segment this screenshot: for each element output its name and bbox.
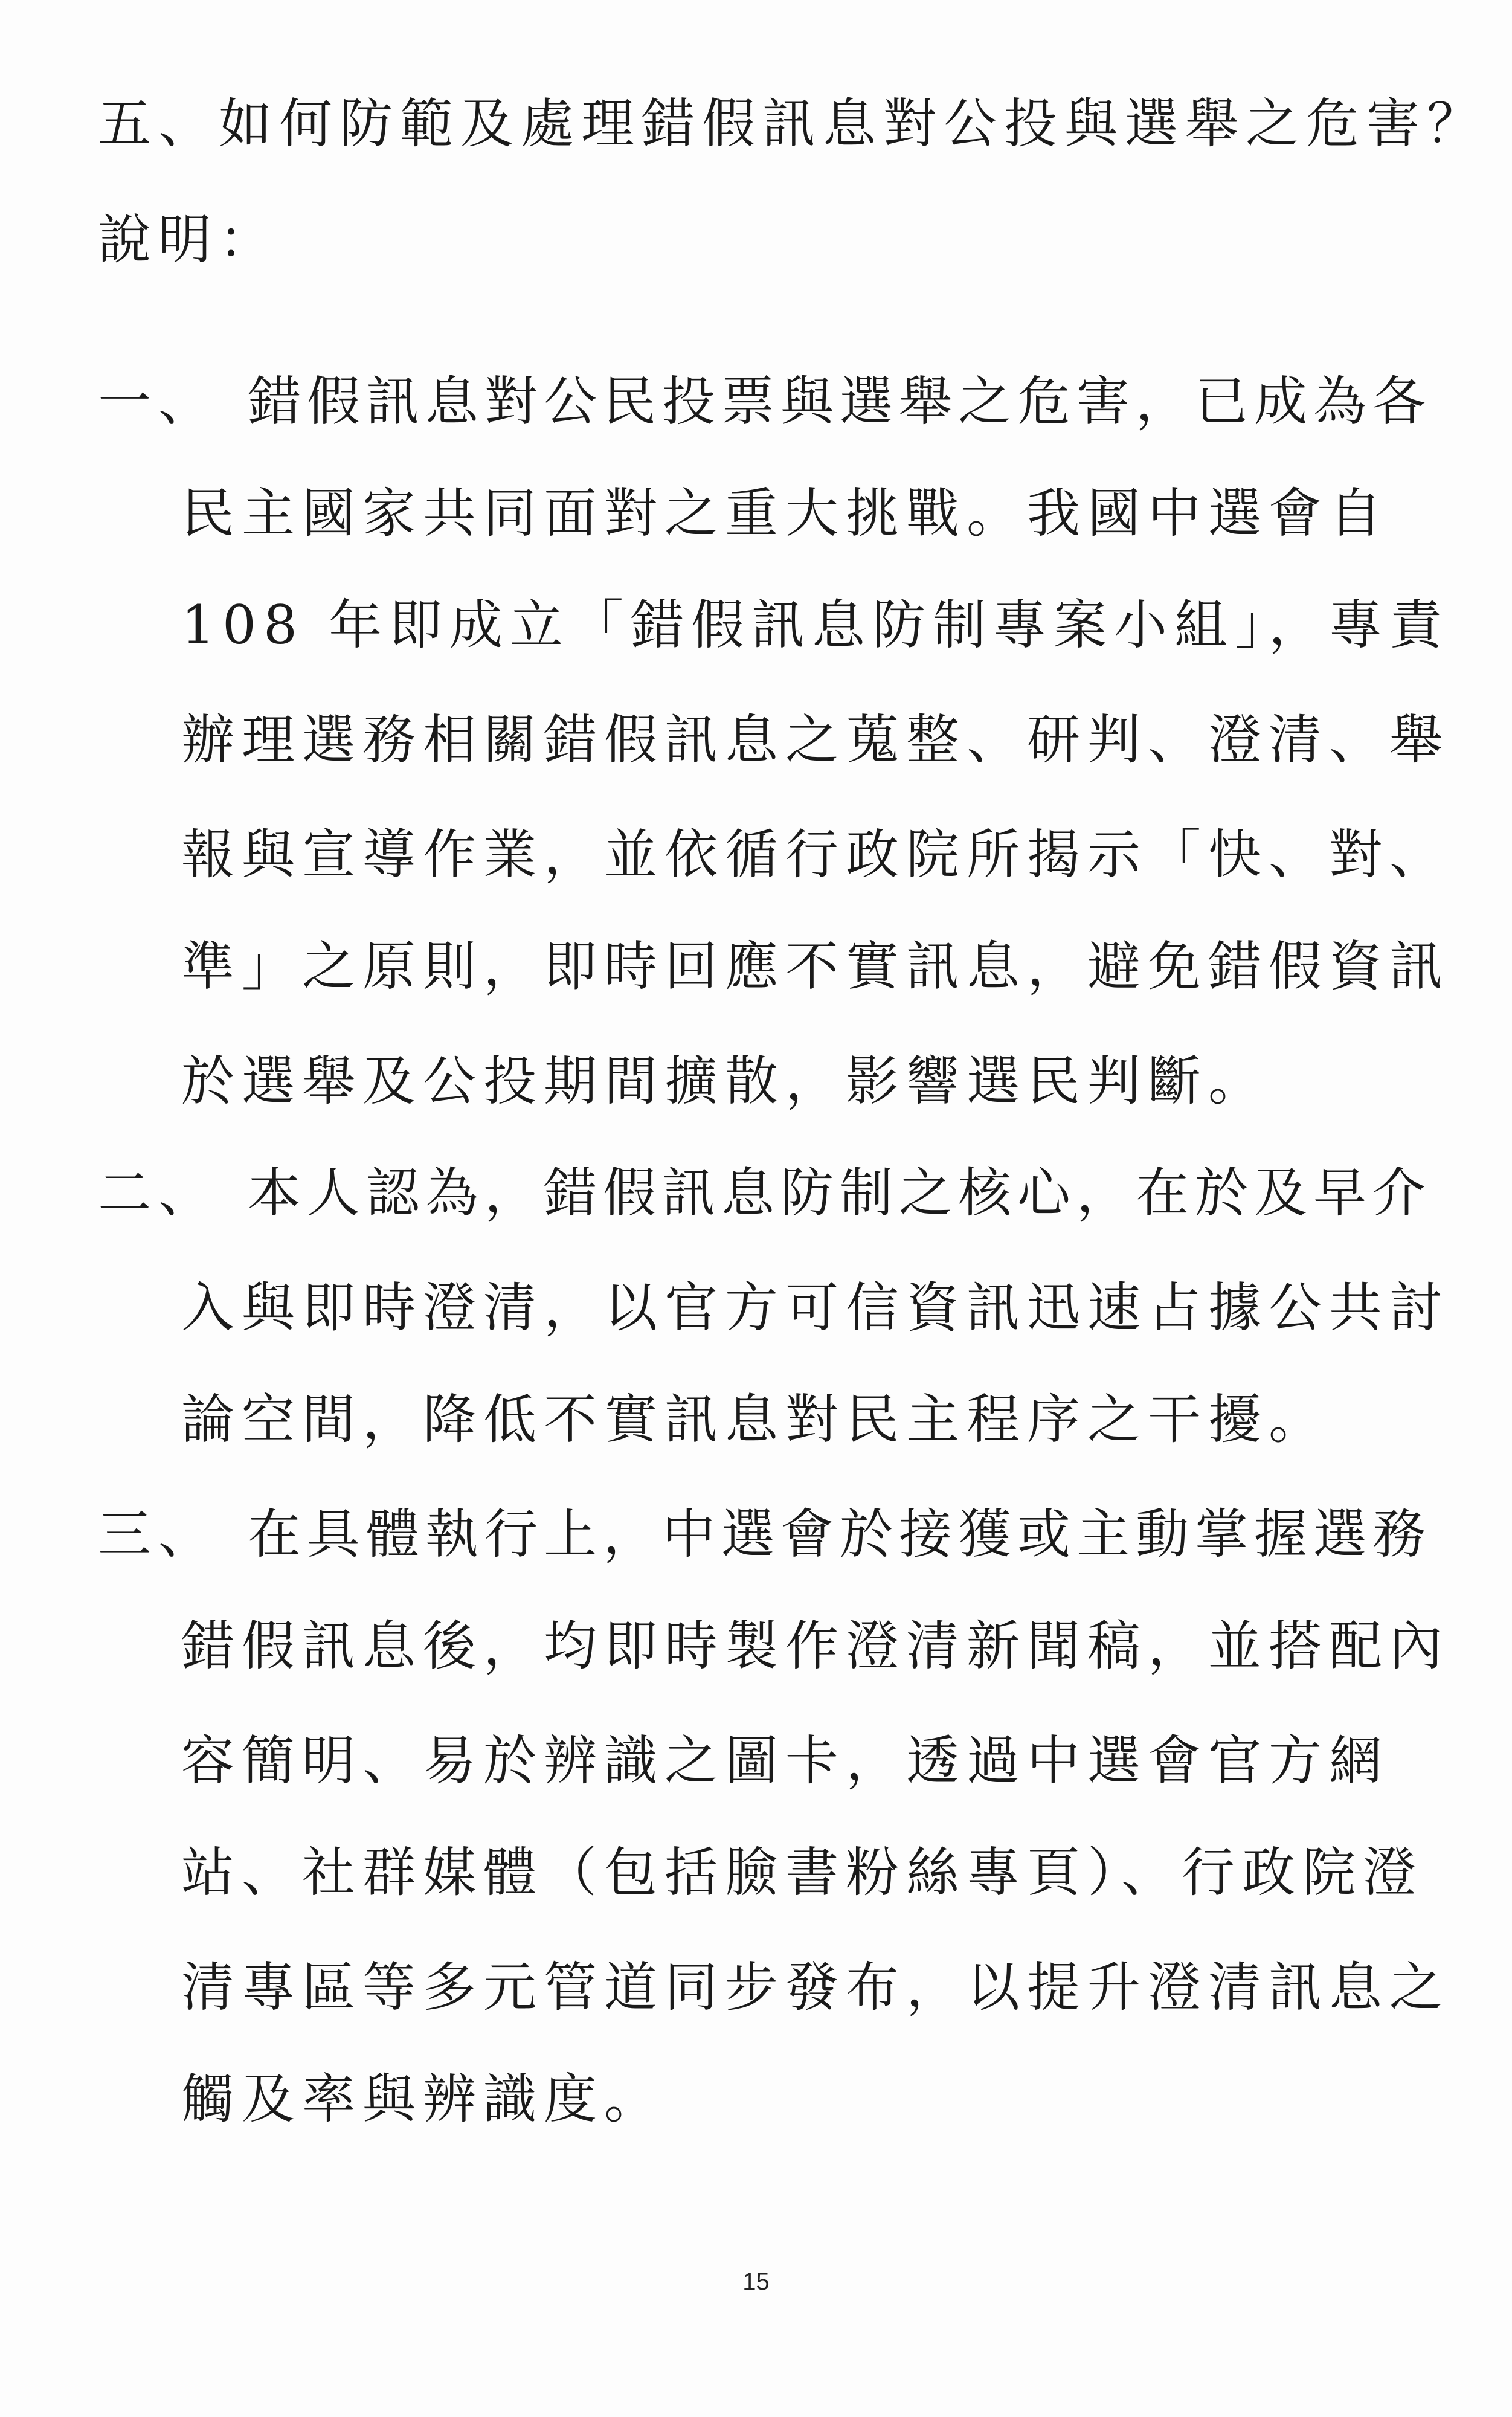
item-3-line-4: 站、社群媒體（包括臉書粉絲專頁）、行政院澄 <box>181 1841 1424 1904</box>
question-heading: 五、如何防範及處理錯假訊息對公投與選舉之危害？ <box>98 92 1488 155</box>
item-3-line-3: 容簡明、易於辨識之圖卡，透過中選會官方網 <box>181 1730 1390 1792</box>
item-3-line-5: 清專區等多元管道同步發布，以提升澄清訊息之 <box>181 1956 1450 2018</box>
item-2-marker: 二、 <box>98 1162 219 1224</box>
item-1-line-1: 錯假訊息對公民投票與選舉之危害，已成為各 <box>248 370 1432 433</box>
page-number: 15 <box>742 2268 770 2295</box>
item-3-line-6: 觸及率與辨識度。 <box>181 2068 665 2130</box>
item-2-line-3: 論空間，降低不實訊息對民主程序之干擾。 <box>181 1388 1330 1450</box>
item-1-line-2: 民主國家共同面對之重大挑戰。我國中選會自 <box>181 482 1390 544</box>
explanation-label: 說明： <box>98 208 280 271</box>
item-1-line-4: 辦理選務相關錯假訊息之蒐整、研判、澄清、舉 <box>181 709 1450 771</box>
item-2-line-2: 入與即時澄清，以官方可信資訊迅速占據公共討 <box>181 1276 1450 1339</box>
item-3-line-2: 錯假訊息後，均即時製作澄清新聞稿，並搭配內 <box>181 1615 1450 1677</box>
item-1-line-3: 108 年即成立「錯假訊息防制專案小組」，專責 <box>181 594 1450 656</box>
item-1-line-5: 報與宣導作業，並依循行政院所揭示「快、對、 <box>181 823 1450 886</box>
item-1-line-6: 準」之原則，即時回應不實訊息，避免錯假資訊 <box>181 935 1450 997</box>
item-3-line-1: 在具體執行上，中選會於接獲或主動掌握選務 <box>248 1503 1432 1565</box>
item-1-marker: 一、 <box>98 370 219 433</box>
item-1-line-7: 於選舉及公投期間擴散，影響選民判斷。 <box>181 1050 1269 1112</box>
item-2-line-1: 本人認為，錯假訊息防制之核心，在於及早介 <box>248 1162 1432 1224</box>
item-3-marker: 三、 <box>98 1503 219 1565</box>
